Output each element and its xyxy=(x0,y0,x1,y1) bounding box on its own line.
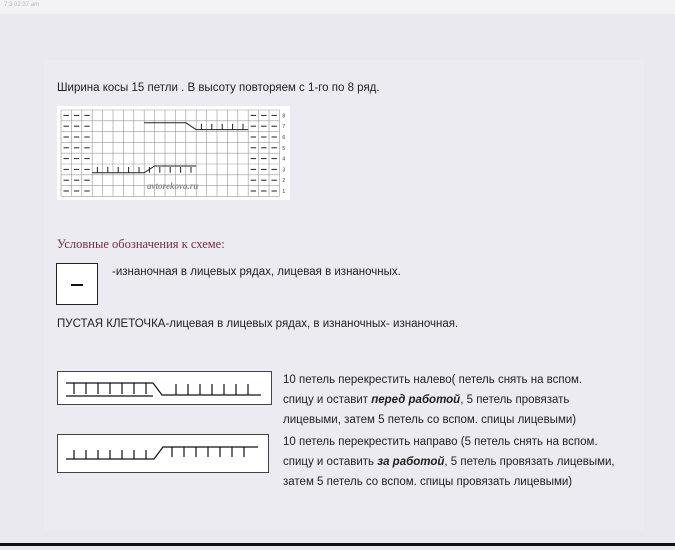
minus-icon xyxy=(71,284,83,286)
row-number: 5 xyxy=(282,145,286,152)
row-number: 7 xyxy=(282,124,286,131)
row-number: 4 xyxy=(282,156,286,163)
empty-cell-description: ПУСТАЯ КЛЕТОЧКА-лицевая в лицевых рядах, в изнаночных- изнаночная. xyxy=(57,318,459,330)
tab-text: 7:3 02:37 am xyxy=(4,2,40,8)
right-cross-symbol xyxy=(57,434,269,473)
left-cross-line1: 10 петель перекрестить налево( петель снять на вспом. xyxy=(283,374,583,386)
row-number: 2 xyxy=(282,178,286,185)
knitting-chart xyxy=(57,106,290,200)
bottom-rule xyxy=(0,543,675,546)
left-cross-line2: спицу и оставит перед работой, 5 петель провязать xyxy=(283,394,570,406)
left-cross-description xyxy=(283,370,582,430)
right-cross-line3: затем 5 петель со вспом. спицы провязать лицевыми) xyxy=(283,476,573,488)
row-number: 6 xyxy=(282,135,286,141)
left-cross-emphasis: перед работой xyxy=(371,394,461,406)
right-cross-description xyxy=(283,432,615,492)
legend-title: Условные обозначения к схеме: xyxy=(57,237,225,251)
row-number: 8 xyxy=(282,113,286,120)
left-cross-line3: лицевыми, затем 5 петель со вспом. спицы лицевыми) xyxy=(283,414,577,426)
chart-watermark: avtorekova.ru xyxy=(147,181,199,191)
right-cross-line2: спицу и оставить за работой, 5 петель провязать лицевыми, xyxy=(283,456,615,468)
intro-text: Ширина косы 15 петли . В высоту повторяем с 1-го по 8 ряд. xyxy=(57,82,380,94)
top-bar xyxy=(0,0,675,14)
row-number: 1 xyxy=(282,189,286,195)
right-cross-line1: 10 петель перекрестить направо (5 петель снять на вспом. xyxy=(283,436,598,448)
right-cross-emphasis: за работой xyxy=(377,456,445,468)
minus-symbol-box xyxy=(56,263,98,305)
row-number: 3 xyxy=(282,167,286,174)
minus-description: -изнаночная в лицевых рядах, лицевая в изнаночных. xyxy=(112,266,401,278)
left-cross-symbol xyxy=(57,371,272,405)
